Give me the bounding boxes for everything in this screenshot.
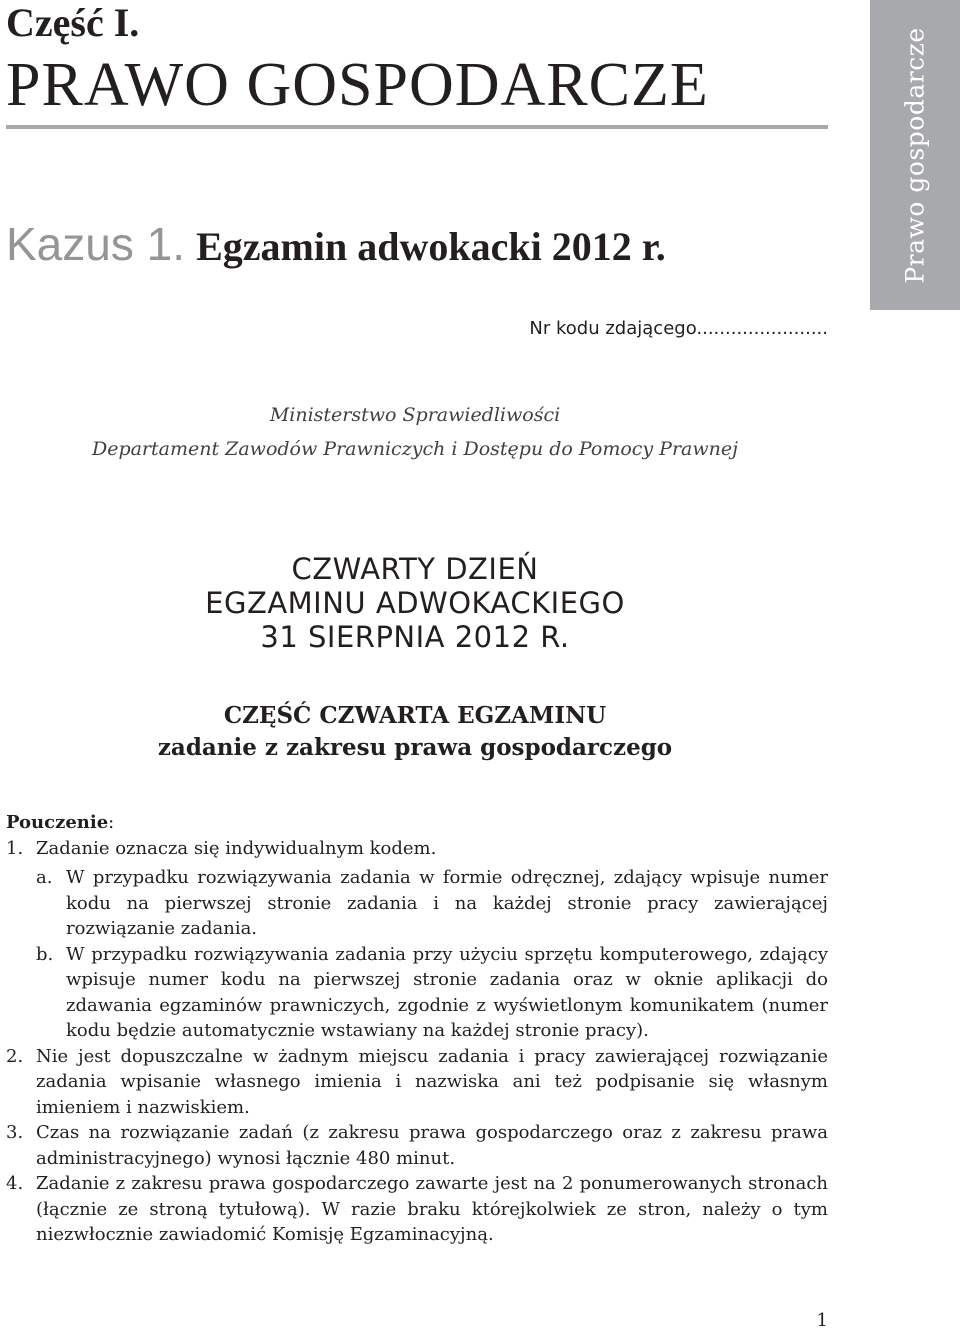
title-rule xyxy=(6,125,828,129)
side-tab xyxy=(870,0,960,310)
exam-date: 31 SIERPNIA 2012 R. xyxy=(260,620,570,654)
exam-part-title: CZĘŚĆ CZWARTA EGZAMINU xyxy=(223,702,607,729)
instruction-subitem: b. W przypadku rozwiązywania zadania przy użyciu sprzętu komputerowego, zdający wpisuje numer kodu na pierwszej stronie zadania oraz w oknie aplikacji do zdawania egzaminów prawniczych, zgodnie z wyświetlonym komunikatem (numer kodu będzie automatycznie wstawiany na każdej stronie pracy). xyxy=(36,943,828,1041)
exam-day-block xyxy=(0,552,830,654)
exam-part-block xyxy=(0,700,830,764)
instruction-subitem: a. W przypadku rozwiązywania zadania w formie odręcznej, zdający wpisuje numer kodu na pierwszej stronie zadania i na każdej stronie pracy zawierającej rozwiązanie zadania. xyxy=(36,867,828,939)
exam-day-line1: CZWARTY DZIEŃ xyxy=(291,552,539,586)
instructions xyxy=(6,810,828,1248)
book-title: PRAWO GOSPODARCZE xyxy=(6,51,709,119)
instruction-item: 4. Zadanie z zakresu prawa gospodarczego zawarte jest na 2 ponumerowanych stronach (łącznie ze stroną tytułową). W razie braku którejkolwiek ze stron, należy o tym niezwłocznie zawiadomić Komisję Egzaminacyjną. xyxy=(6,1173,828,1245)
case-label: Kazus 1. xyxy=(6,218,185,270)
examinee-code-line: Nr kodu zdającego....................... xyxy=(529,318,828,339)
instruction-item: 1. Zadanie oznacza się indywidualnym kodem. xyxy=(6,837,437,859)
exam-day-line2: EGZAMINU ADWOKACKIEGO xyxy=(205,586,625,620)
instruction-item: 3. Czas na rozwiązanie zadań (z zakresu prawa gospodarczego oraz z zakresu prawa administracyjnego) wynosi łącznie 480 minut. xyxy=(6,1122,828,1169)
ministry-block xyxy=(0,398,830,466)
ministry-name: Ministerstwo Sprawiedliwości xyxy=(269,404,561,426)
exam-part-subtitle: zadanie z zakresu prawa gospodarczego xyxy=(157,734,673,761)
side-tab-label: Prawo gospodarcze xyxy=(900,26,930,284)
case-title: Egzamin adwokacki 2012 r. xyxy=(196,224,666,269)
page-number: 1 xyxy=(816,1310,828,1331)
part-title: Część I. xyxy=(6,0,140,45)
case-heading xyxy=(6,216,666,283)
department-name: Departament Zawodów Prawniczych i Dostępu do Pomocy Prawnej xyxy=(91,438,739,460)
instruction-item: 2. Nie jest dopuszczalne w żadnym miejscu zadania i pracy zawierającej rozwiązanie zadania wpisanie własnego imienia i nazwiska ani też podpisanie się własnym imieniem i nazwiskiem. xyxy=(6,1045,828,1118)
instructions-heading: Pouczenie: xyxy=(6,812,115,833)
